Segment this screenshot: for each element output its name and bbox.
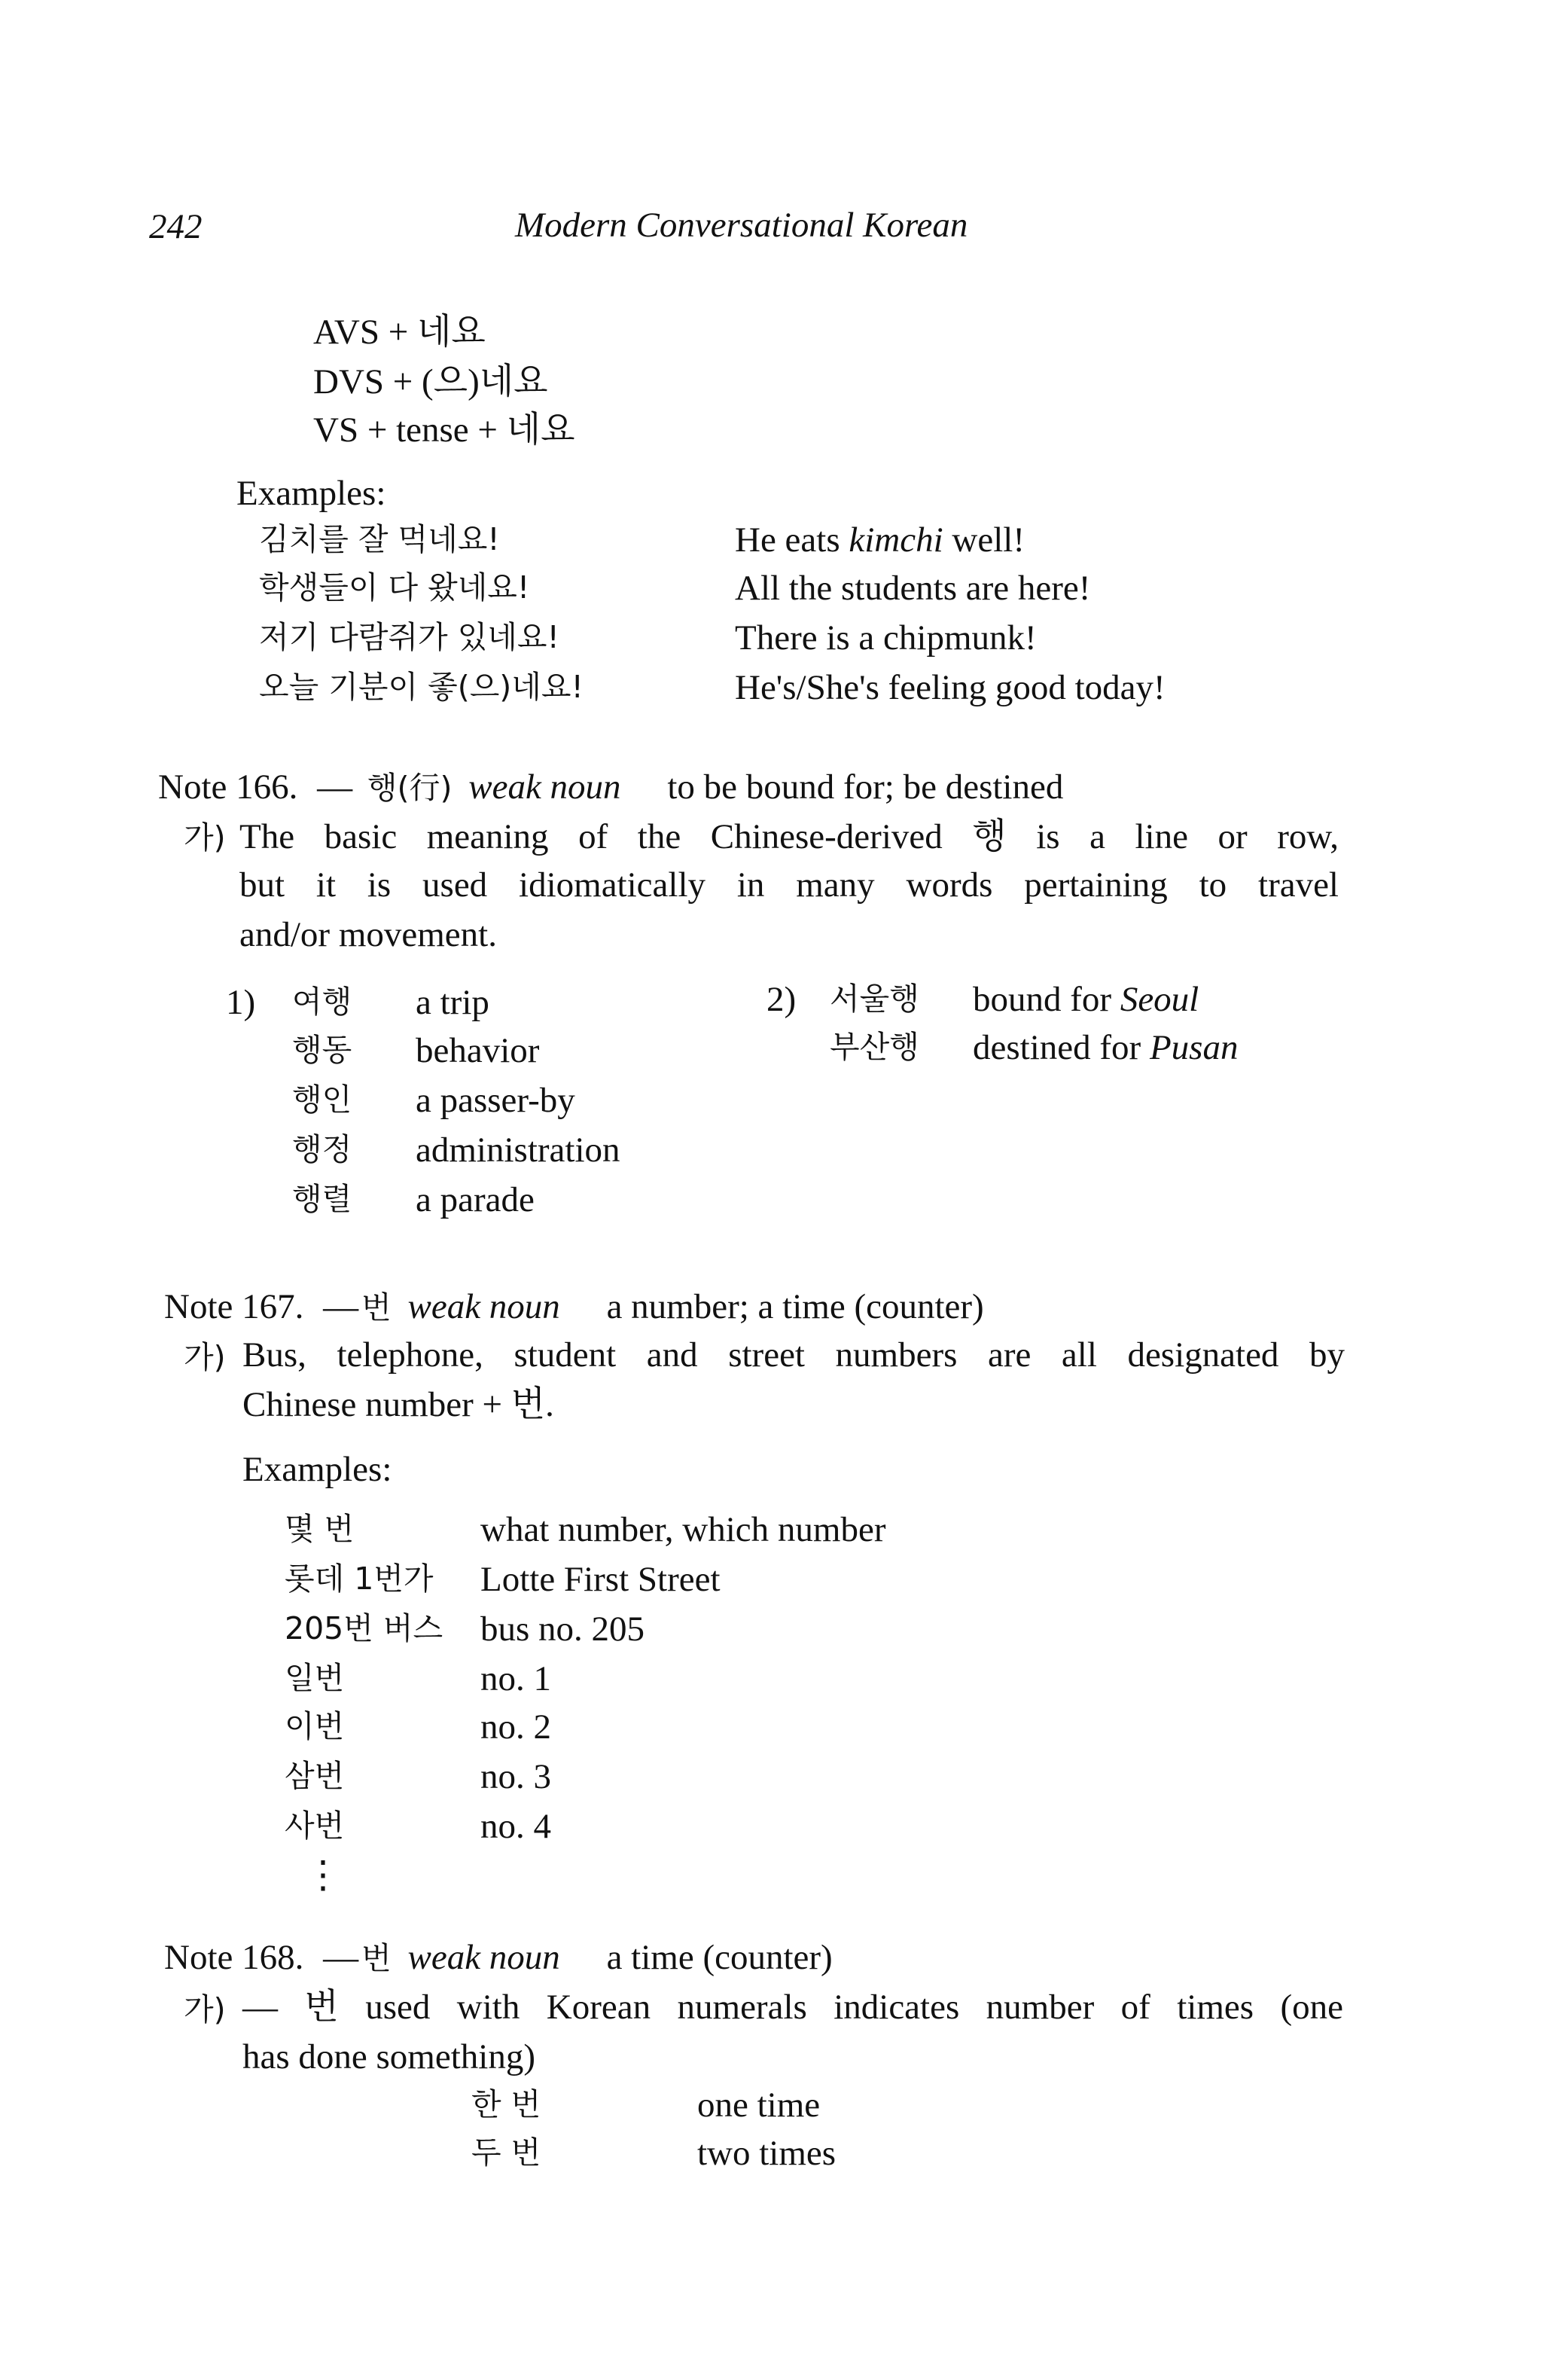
example-en: one time (697, 2086, 821, 2125)
note-body-line: Bus, telephone, student and street numbers are all designated by (242, 1335, 1345, 1375)
term-en-italic: Seoul (1120, 980, 1199, 1019)
example-ko: 삼번 (285, 1758, 345, 1794)
examples-label: Examples: (236, 474, 386, 513)
term-en: administration (416, 1130, 620, 1170)
note-pos: weak noun (468, 767, 621, 807)
note-body-line: but it is used idiomatically in many words pertaining to travel (239, 865, 1339, 905)
example-en: bus no. 205 (480, 1610, 645, 1649)
note-body-line: and/or movement. (239, 915, 497, 954)
note-168-heading (164, 1940, 833, 1976)
note-body-line: The basic meaning of the Chinese-derived 행 is a line or row, (239, 817, 1339, 856)
note-gloss: to be bound for; be destined (667, 767, 1064, 807)
note-gloss: a number; a time (counter) (606, 1287, 984, 1326)
example-ko: 일번 (285, 1660, 345, 1696)
example-en-text-after: well! (943, 520, 1025, 560)
example-en: He's/She's feeling good today! (735, 668, 1166, 707)
example-ko: 이번 (285, 1708, 345, 1744)
example-en-text: He eats (735, 520, 849, 560)
example-en (735, 520, 1025, 560)
term-ko: 행동 (292, 1032, 352, 1068)
example-ko: 몇 번 (285, 1511, 355, 1547)
note-label: Note 166. (158, 767, 298, 807)
term-en: a passer-by (416, 1081, 575, 1120)
example-en: All the students are here! (735, 569, 1091, 608)
term-en: a parade (416, 1180, 535, 1219)
example-ko: 한 번 (471, 2086, 541, 2122)
term-ko: 여행 (292, 984, 352, 1020)
term-en-text: bound for (973, 980, 1120, 1019)
formula-dvs: DVS + (으)네요 (313, 362, 548, 401)
example-ko: 롯데 1번가 (285, 1561, 434, 1597)
example-en: no. 2 (480, 1707, 551, 1747)
note-body-line: Chinese number + 번. (242, 1385, 554, 1424)
note-term: 번 (361, 1940, 392, 1976)
term-en: behavior (416, 1031, 540, 1070)
examples-label: Examples: (242, 1450, 392, 1489)
example-en: no. 4 (480, 1807, 551, 1846)
example-en: two times (697, 2134, 837, 2173)
note-pos: weak noun (407, 1938, 560, 1977)
example-en-italic: kimchi (849, 520, 943, 560)
term-en (973, 982, 1199, 1018)
example-ko: 김치를 잘 먹네요! (259, 521, 500, 557)
note-pos: weak noun (407, 1287, 560, 1326)
example-ko: 두 번 (471, 2134, 541, 2171)
note-marker: 가) (184, 1339, 226, 1375)
example-ko: 오늘 기분이 좋(으)네요! (259, 669, 584, 705)
note-label: Note 167. (164, 1287, 304, 1326)
list-number: 2) (766, 980, 797, 1019)
running-title: Modern Conversational Korean (515, 206, 968, 245)
page-number: 242 (149, 207, 203, 246)
term-ko: 행인 (292, 1082, 352, 1118)
example-en: what number, which number (480, 1510, 886, 1549)
note-body-line: has done something) (242, 2037, 535, 2076)
term-en-text: destined for (973, 1028, 1150, 1067)
note-dash: — (323, 1938, 359, 1977)
note-dash: — (323, 1287, 359, 1326)
term-en-italic: Pusan (1149, 1028, 1239, 1067)
example-en: Lotte First Street (480, 1560, 721, 1599)
note-dash: — (317, 767, 353, 807)
note-166-heading (158, 767, 1064, 807)
term-ko: 부산행 (830, 1029, 919, 1065)
example-en: no. 1 (480, 1659, 551, 1698)
term-ko: 행렬 (292, 1181, 352, 1217)
formula-avs: AVS + 네요 (313, 313, 486, 352)
ellipsis-mark: ⋮ (304, 1854, 342, 1896)
note-term: 행(行) (367, 770, 453, 806)
term-en: a trip (416, 983, 489, 1022)
list-number: 1) (226, 983, 256, 1022)
formula-vs: VS + tense + 네요 (313, 410, 575, 450)
note-marker: 가) (184, 819, 226, 856)
example-ko: 205번 버스 (285, 1610, 443, 1646)
note-marker: 가) (184, 1991, 226, 2028)
note-body-line: — 번 used with Korean numerals indicates number of times (one (242, 1988, 1343, 2027)
example-ko: 사번 (285, 1808, 345, 1844)
note-label: Note 168. (164, 1938, 304, 1977)
example-ko: 저기 다람쥐가 있네요! (259, 619, 559, 655)
term-ko: 서울행 (830, 981, 919, 1017)
note-term: 번 (361, 1289, 392, 1326)
term-ko: 행정 (292, 1131, 352, 1167)
example-ko: 학생들이 다 왔네요! (259, 569, 530, 606)
note-gloss: a time (counter) (606, 1938, 833, 1977)
note-167-heading (164, 1289, 984, 1325)
example-en: no. 3 (480, 1757, 551, 1796)
example-en: There is a chipmunk! (735, 618, 1037, 658)
term-en (973, 1030, 1238, 1066)
